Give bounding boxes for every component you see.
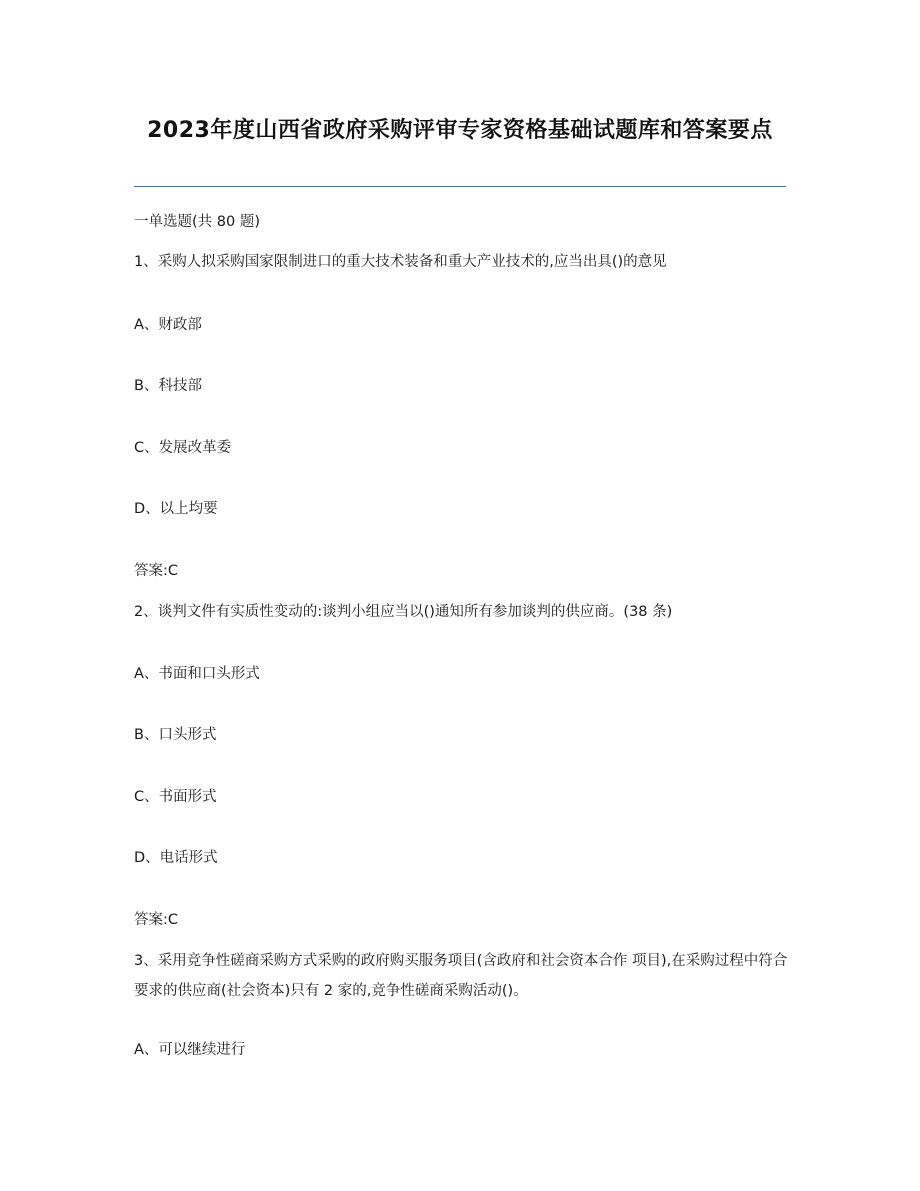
question-2-stem: 2、谈判文件有实质性变动的:谈判小组应当以()通知所有参加谈判的供应商。(38 条) — [134, 604, 673, 620]
question-1-option-a: A、财政部 — [134, 317, 202, 333]
question-1-stem: 1、采购人拟采购国家限制进口的重大技术装备和重大产业技术的,应当出具()的意见 — [134, 254, 667, 270]
section-header: 一单选题(共 80 题) — [134, 214, 260, 230]
question-1-answer: 答案:C — [134, 563, 179, 579]
question-2-answer: 答案:C — [134, 912, 179, 928]
question-1-option-b: B、科技部 — [134, 378, 202, 394]
question-1-option-c: C、发展改革委 — [134, 440, 232, 456]
question-2-option-c: C、书面形式 — [134, 789, 217, 805]
page-title: 2023年度山西省政府采购评审专家资格基础试题库和答案要点 — [147, 118, 773, 143]
title-divider — [134, 186, 786, 187]
question-3-stem: 3、采用竞争性磋商采购方式采购的政府购买服务项目(含政府和社会资本合作 项目),在采购过程中符合要求的供应商(社会资本)只有 2 家的,竞争性磋商采购活动()。 — [134, 953, 788, 999]
question-2-option-b: B、口头形式 — [134, 727, 217, 743]
question-3-option-a: A、可以继续进行 — [134, 1042, 246, 1058]
question-2-option-d: D、电话形式 — [134, 850, 218, 866]
question-2-option-a: A、书面和口头形式 — [134, 666, 260, 682]
question-1-option-d: D、以上均要 — [134, 501, 218, 517]
